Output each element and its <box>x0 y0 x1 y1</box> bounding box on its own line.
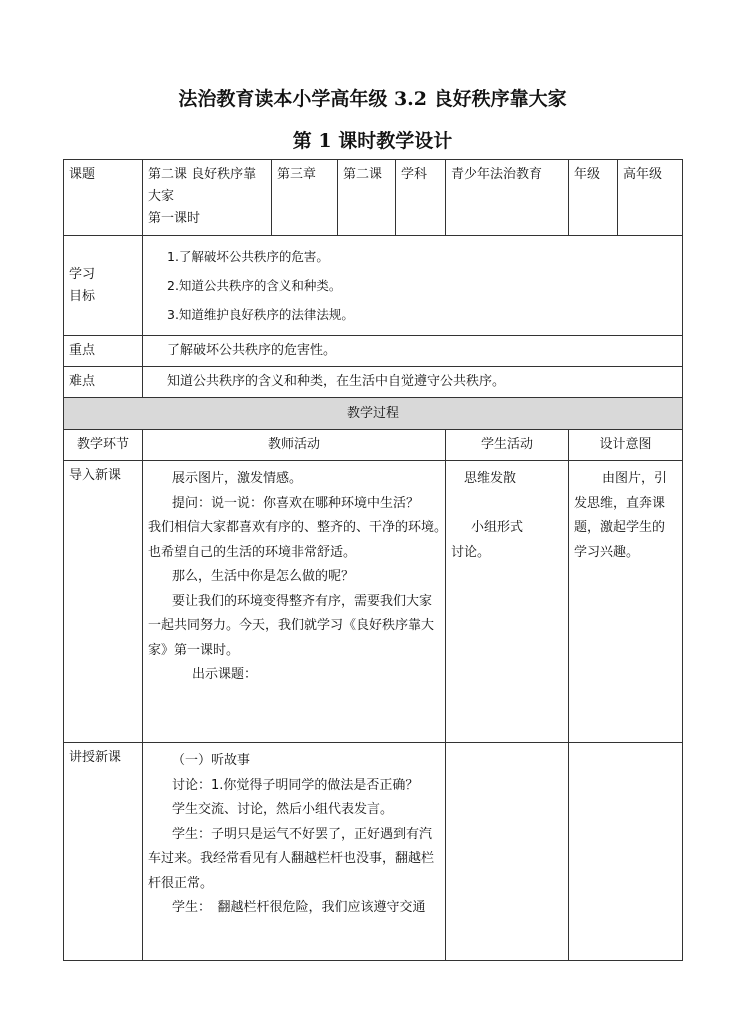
intent-line: 学习兴趣。 <box>574 544 640 560</box>
topic-label: 课题 <box>64 160 143 236</box>
intro-row <box>64 461 683 743</box>
topic-value-line: 第二课 良好秩序靠大家 <box>148 167 257 204</box>
intro-teacher-activity <box>143 461 446 743</box>
teacher-line: 提问：说一说：你喜欢在哪种环境中生活？ <box>172 495 420 511</box>
teacher-line: （一）听故事 <box>172 753 251 768</box>
teacher-line: 学生：子明只是运气不好罢了，正好遇到有汽 <box>172 826 433 842</box>
intro-stage: 导入新课 <box>64 461 143 743</box>
teacher-line: 学生交流、讨论，然后小组代表发言。 <box>172 802 394 817</box>
objectives-row <box>64 236 683 336</box>
subject-label: 学科 <box>396 160 446 236</box>
column-stage: 教学环节 <box>64 430 143 461</box>
teacher-line: 学生： 翻越栏杆很危险，我们应该遵守交通 <box>172 900 426 915</box>
key-point-row <box>64 336 683 367</box>
difficulty-row <box>64 367 683 398</box>
key-point-label: 重点 <box>64 336 143 367</box>
chapter-cell: 第三章 <box>272 160 338 236</box>
teacher-line: 家》第一课时。 <box>148 642 240 658</box>
process-header: 教学过程 <box>64 398 683 430</box>
objective-item: 2.知道公共秩序的含义和种类。 <box>167 278 342 293</box>
grade-value: 高年级 <box>618 160 683 236</box>
teacher-line: 讨论：1.你觉得子明同学的做法是否正确？ <box>172 777 419 793</box>
lecture-design-intent <box>569 743 683 961</box>
teacher-line: 一起共同努力。今天，我们就学习《良好秩序靠大 <box>148 618 435 633</box>
student-line: 思维发散 <box>464 471 517 486</box>
lesson-cell: 第二课 <box>338 160 396 236</box>
lecture-row <box>64 743 683 961</box>
intent-line: 题，激起学生的 <box>574 520 666 535</box>
key-point-value: 了解破坏公共秩序的危害性。 <box>143 336 683 367</box>
column-intent: 设计意图 <box>569 430 683 461</box>
teacher-line: 要让我们的环境变得整齐有序，需要我们大家 <box>172 593 433 609</box>
lecture-teacher-activity <box>143 743 446 961</box>
objectives-label-line: 目标 <box>69 288 96 304</box>
topic-value <box>143 160 272 236</box>
objective-item: 1.了解破坏公共秩序的危害。 <box>167 249 329 264</box>
document-title: 法治教育读本小学高年级 3.2 良好秩序靠大家 <box>178 88 567 110</box>
header-row <box>64 160 683 236</box>
topic-value-line: 第一课时 <box>148 211 201 226</box>
difficulty-label: 难点 <box>64 367 143 398</box>
teacher-line: 杆很正常。 <box>148 875 214 891</box>
process-header-row <box>64 398 683 430</box>
student-line: 讨论。 <box>451 544 491 560</box>
teacher-line: 展示图片，激发情感。 <box>172 471 303 486</box>
student-line: 小组形式 <box>471 520 524 535</box>
intro-design-intent <box>569 461 683 743</box>
intent-line: 由图片，引 <box>602 471 668 486</box>
column-student: 学生活动 <box>446 430 569 461</box>
document-subtitle: 第 1 课时教学设计 <box>292 130 453 152</box>
teacher-line: 车过来。我经常看见有人翻越栏杆也没事，翻越栏 <box>148 851 435 866</box>
intent-line: 发思维，直奔课 <box>574 495 666 511</box>
lecture-stage: 讲授新课 <box>64 743 143 961</box>
teacher-line: 也希望自己的生活的环境非常舒适。 <box>148 544 357 560</box>
teacher-line: 我们相信大家都喜欢有序的、整齐的、干净的环境。 <box>148 520 448 535</box>
grade-label: 年级 <box>569 160 618 236</box>
teacher-line: 那么，生活中你是怎么做的呢？ <box>172 569 355 584</box>
column-teacher: 教师活动 <box>143 430 446 461</box>
lesson-plan-table <box>63 159 683 961</box>
subject-value: 青少年法治教育 <box>446 160 569 236</box>
objectives-list <box>143 236 683 336</box>
column-header-row <box>64 430 683 461</box>
lecture-student-activity <box>446 743 569 961</box>
objective-item: 3.知道维护良好秩序的法律法规。 <box>167 307 354 322</box>
teacher-line: 出示课题： <box>192 667 258 682</box>
difficulty-value: 知道公共秩序的含义和种类，在生活中自觉遵守公共秩序。 <box>143 367 683 398</box>
objectives-label <box>64 236 143 336</box>
student-line <box>451 492 563 517</box>
intro-student-activity <box>446 461 569 743</box>
objectives-label-line: 学习 <box>69 266 96 282</box>
